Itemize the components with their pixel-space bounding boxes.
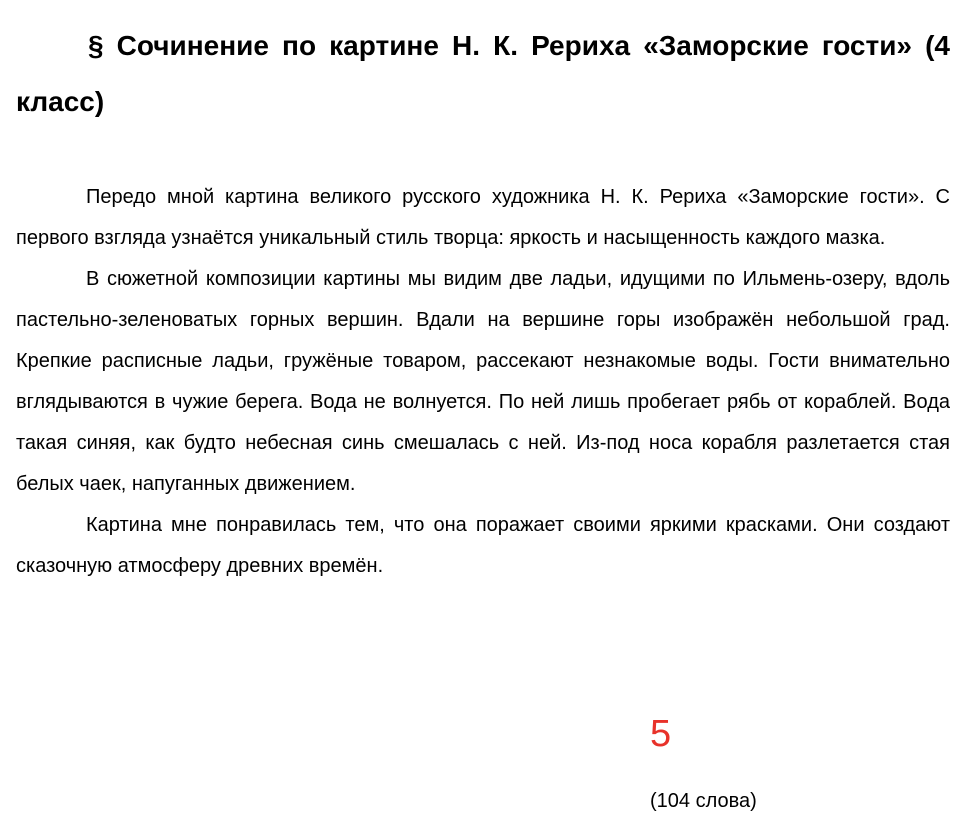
essay-paragraph-3: Картина мне понравилась тем, что она поражает своими яркими красками. Они создают сказочную атмосферу древних времён. (16, 514, 950, 577)
page-title (16, 18, 950, 130)
essay-body (16, 177, 950, 587)
title-text: § Сочинение по картине Н. К. Рериха «Заморские гости» (4 класс) (16, 30, 950, 117)
essay-paragraph-2: В сюжетной композиции картины мы видим две ладьи, идущими по Ильмень-озеру, вдоль пастельно-зеленоватых горных вершин. Вдали на вершине горы изображён небольшой град. Крепкие расписные ладьи, гружёные товаром, рассекают незнакомые воды. Гости внимательно вглядываются в чужие берега. Вода не волнуется. По ней лишь пробегает рябь от кораблей. Вода такая синяя, как будто небесная синь смешалась с ней. Из-под носа корабля разлетается стая белых чаек, напуганных движением. (16, 268, 950, 495)
grade-mark: 5 (650, 713, 672, 755)
essay-paragraph-1: Передо мной картина великого русского художника Н. К. Рериха «Заморские гости». С первого взгляда узнаётся уникальный стиль творца: яркость и насыщенность каждого мазка. (16, 186, 950, 249)
word-count: (104 слова) (650, 790, 757, 812)
